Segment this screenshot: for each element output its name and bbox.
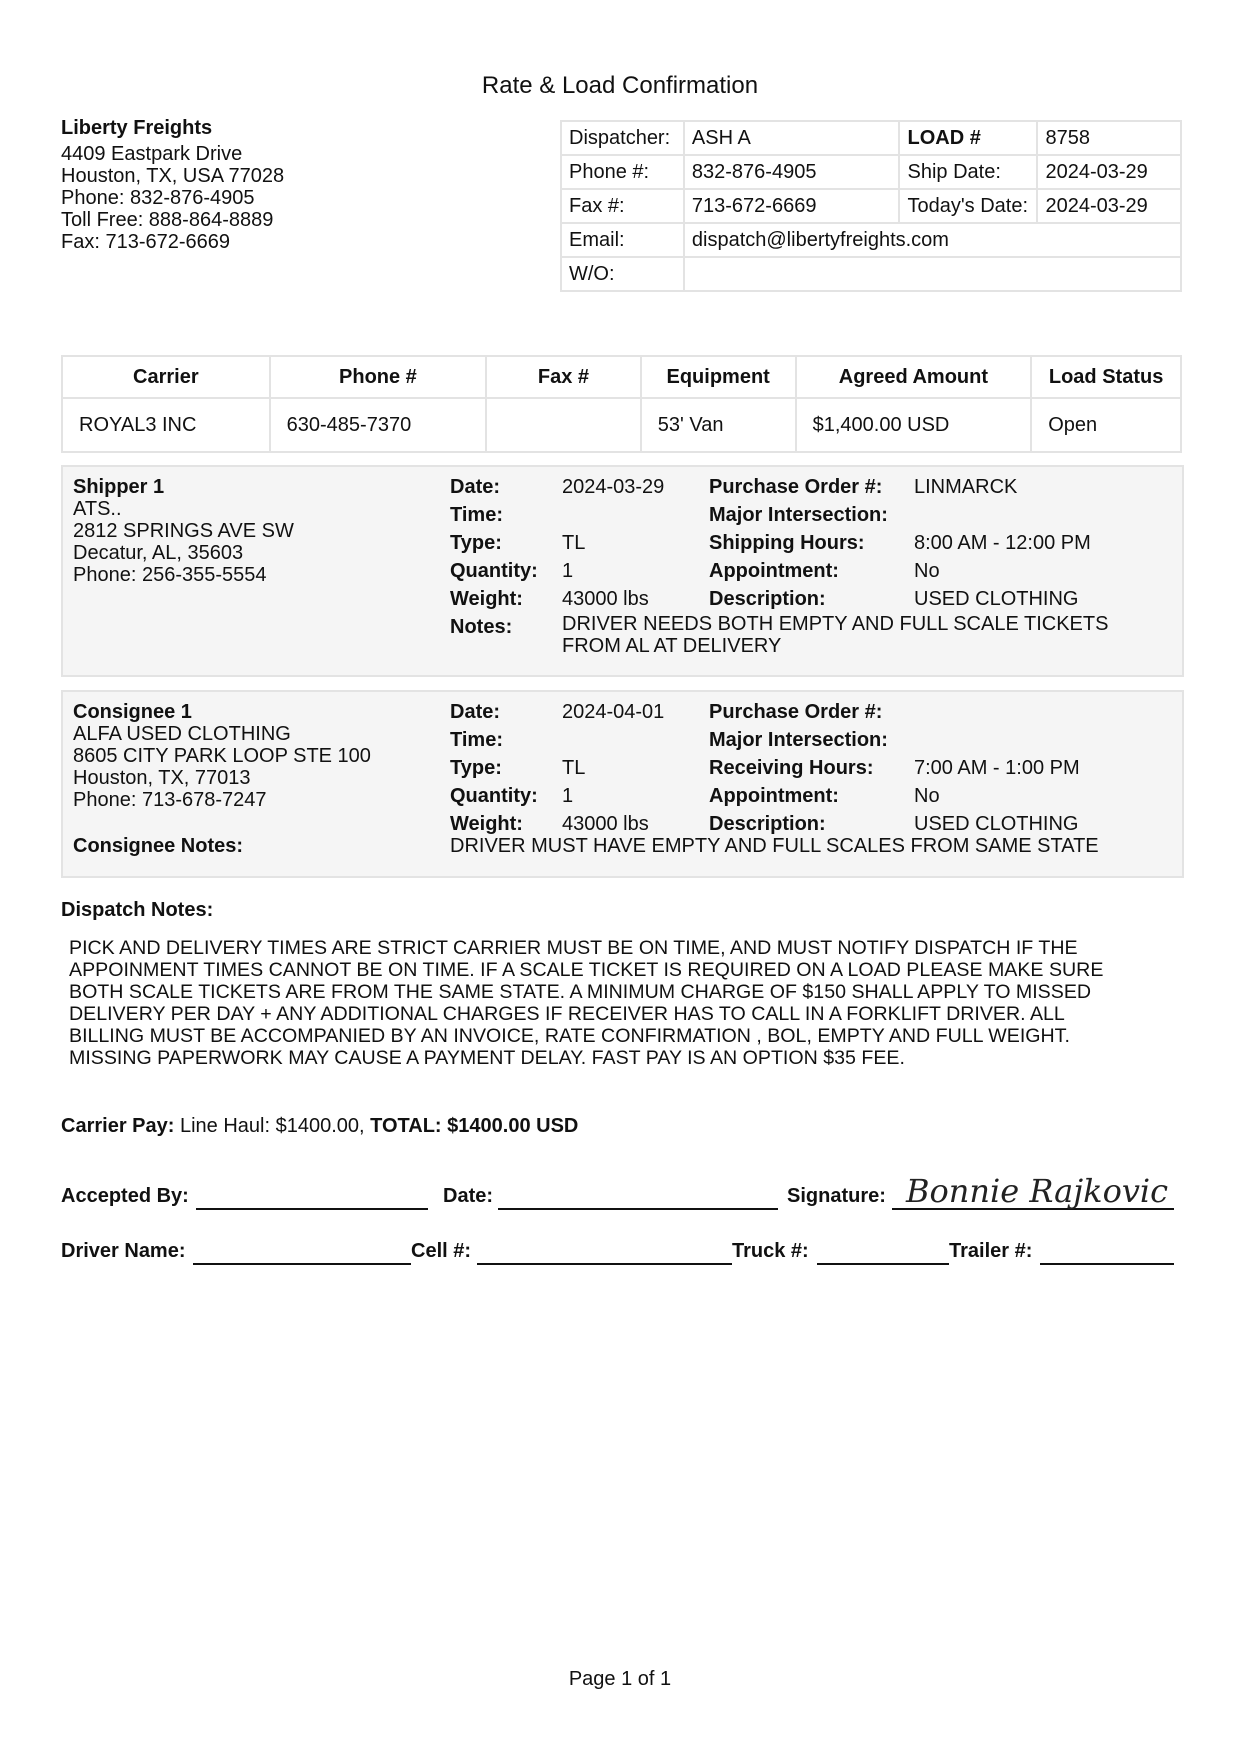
shipper-city: Decatur, AL, 35603 (73, 542, 244, 564)
page-number: Page 1 of 1 (568, 1668, 672, 1690)
dispatch-notes (69, 937, 1174, 1069)
shipper-phone: Phone: 256-355-5554 (73, 564, 267, 586)
consignee-labels-left (450, 698, 538, 838)
shipper-hours-label: Shipping Hours: (709, 532, 865, 554)
fax-value: 713-672-6669 (684, 189, 900, 223)
company-phone: Phone: 832-876-4905 (61, 187, 255, 209)
consignee-appointment: No (914, 785, 940, 807)
trailer-line[interactable] (1040, 1263, 1174, 1265)
line-haul: Line Haul: $1400.00, (179, 1115, 365, 1137)
consignee-info (73, 701, 371, 811)
shipper-hours: 8:00 AM - 12:00 PM (914, 532, 1091, 554)
todays-date-value: 2024-03-29 (1037, 189, 1181, 223)
carrier-fax (486, 398, 641, 452)
email-label: Email: (561, 223, 684, 257)
consignee-hours: 7:00 AM - 1:00 PM (914, 757, 1080, 779)
ship-date-value: 2024-03-29 (1037, 155, 1181, 189)
dispatch-notes-line: MISSING PAPERWORK MAY CAUSE A PAYMENT DELAY. FAST PAY IS AN OPTION $35 FEE. (69, 1047, 905, 1069)
shipper-weight: 43000 lbs (562, 588, 649, 610)
consignee-date-label: Date: (450, 701, 501, 723)
shipper-quantity: 1 (562, 560, 574, 582)
consignee-name: ALFA USED CLOTHING (73, 723, 291, 745)
consignee-city: Houston, TX, 77013 (73, 767, 251, 789)
date-line[interactable] (498, 1208, 778, 1210)
carrier-pay (61, 1115, 578, 1138)
shipper-name: ATS.. (73, 498, 122, 520)
consignee-description: USED CLOTHING (914, 813, 1079, 835)
signature-graphic (904, 1170, 1174, 1216)
phone-label: Phone #: (561, 155, 684, 189)
load-value: 8758 (1037, 121, 1181, 155)
ship-date-label: Ship Date: (899, 155, 1037, 189)
col-equipment: Equipment (641, 356, 796, 398)
dispatch-notes-line: BOTH SCALE TICKETS ARE FROM THE SAME STATE. A MINIMUM CHARGE OF $150 SHALL APPLY TO MISSED (69, 981, 1092, 1003)
consignee-description-label: Description: (709, 813, 826, 835)
cell-label: Cell #: (411, 1240, 472, 1262)
cell-line[interactable] (477, 1263, 732, 1265)
todays-date-label: Today's Date: (899, 189, 1037, 223)
shipper-intersection-label: Major Intersection: (709, 504, 888, 526)
consignee-time-label: Time: (450, 729, 503, 751)
col-load-status: Load Status (1031, 356, 1181, 398)
shipper-weight-label: Weight: (450, 588, 523, 610)
shipper-values-right (914, 473, 1091, 613)
accepted-by-label: Accepted By: (61, 1185, 189, 1207)
carrier-agreed-amount: $1,400.00 USD (796, 398, 1032, 452)
date-label: Date: (443, 1185, 494, 1207)
shipper-notes: DRIVER NEEDS BOTH EMPTY AND FULL SCALE TICKETS FROM AL AT DELIVERY (562, 613, 1109, 657)
shipper-po-label: Purchase Order #: (709, 476, 883, 498)
shipper-notes-label: Notes: (450, 616, 513, 638)
consignee-street: 8605 CITY PARK LOOP STE 100 (73, 745, 371, 767)
company-toll-free: Toll Free: 888-864-8889 (61, 209, 274, 231)
dispatch-notes-line: BILLING MUST BE ACCOMPANIED BY AN INVOICE, RATE CONFIRMATION , BOL, EMPTY AND FULL WEIGHT. (69, 1025, 1070, 1047)
consignee-values-left (562, 698, 664, 838)
phone-value: 832-876-4905 (684, 155, 900, 189)
consignee-po-label: Purchase Order #: (709, 701, 883, 723)
col-fax: Fax # (486, 356, 641, 398)
consignee-type: TL (562, 757, 586, 779)
shipper-date: 2024-03-29 (562, 476, 665, 498)
truck-line[interactable] (817, 1263, 949, 1265)
total-amount: TOTAL: $1400.00 USD (370, 1115, 579, 1137)
shipper-labels-left (450, 473, 538, 641)
driver-name-line[interactable] (193, 1263, 411, 1265)
col-agreed-amount: Agreed Amount (796, 356, 1032, 398)
shipper-street: 2812 SPRINGS AVE SW (73, 520, 294, 542)
consignee-heading: Consignee 1 (73, 701, 192, 723)
col-carrier: Carrier (62, 356, 270, 398)
document-title: Rate & Load Confirmation (481, 72, 759, 99)
shipper-description: USED CLOTHING (914, 588, 1079, 610)
signature-image (904, 1170, 1174, 1212)
driver-name-label: Driver Name: (61, 1240, 186, 1262)
shipper-time-label: Time: (450, 504, 503, 526)
consignee-panel (61, 690, 1184, 878)
shipper-time (562, 501, 664, 529)
shipper-quantity-label: Quantity: (450, 560, 538, 582)
company-fax: Fax: 713-672-6669 (61, 231, 231, 253)
shipper-po: LINMARCK (914, 476, 1018, 498)
shipper-info (73, 476, 294, 586)
company-address: 4409 Eastpark Drive (61, 143, 243, 165)
consignee-date: 2024-04-01 (562, 701, 665, 723)
consignee-labels-right (709, 698, 888, 838)
consignee-notes: DRIVER MUST HAVE EMPTY AND FULL SCALES FROM SAME STATE (450, 835, 1099, 857)
carrier-table (61, 355, 1182, 453)
shipper-type: TL (562, 532, 586, 554)
shipper-description-label: Description: (709, 588, 826, 610)
consignee-weight: 43000 lbs (562, 813, 649, 835)
shipper-labels-right (709, 473, 888, 613)
carrier-table-header (62, 356, 1181, 398)
consignee-type-label: Type: (450, 757, 502, 779)
col-phone: Phone # (270, 356, 487, 398)
dispatch-table (560, 120, 1182, 292)
consignee-notes-label: Consignee Notes: (73, 835, 244, 857)
dispatch-notes-label: Dispatch Notes: (61, 899, 214, 921)
consignee-phone: Phone: 713-678-7247 (73, 789, 267, 811)
consignee-weight-label: Weight: (450, 813, 523, 835)
carrier-load-status: Open (1031, 398, 1181, 452)
accepted-by-line[interactable] (196, 1208, 428, 1210)
email-value: dispatch@libertyfreights.com (684, 223, 1181, 257)
company-city: Houston, TX, USA 77028 (61, 165, 285, 187)
dispatcher-label: Dispatcher: (561, 121, 684, 155)
company-info (61, 117, 284, 253)
load-label: LOAD # (899, 121, 1037, 155)
shipper-type-label: Type: (450, 532, 502, 554)
shipper-date-label: Date: (450, 476, 501, 498)
consignee-quantity: 1 (562, 785, 574, 807)
carrier-phone: 630-485-7370 (270, 398, 487, 452)
shipper-panel (61, 465, 1184, 677)
consignee-intersection-label: Major Intersection: (709, 729, 888, 751)
consignee-values-right (914, 698, 1080, 838)
consignee-quantity-label: Quantity: (450, 785, 538, 807)
consignee-appointment-label: Appointment: (709, 785, 839, 807)
signature-name: Bonnie Rajkovic (906, 1172, 1169, 1210)
fax-label: Fax #: (561, 189, 684, 223)
shipper-heading: Shipper 1 (73, 476, 165, 498)
consignee-time (562, 726, 664, 754)
shipper-intersection (914, 501, 1091, 529)
dispatcher-value: ASH A (684, 121, 900, 155)
consignee-intersection (914, 726, 1080, 754)
shipper-values-left (562, 473, 664, 613)
shipper-appointment: No (914, 560, 940, 582)
signature-label: Signature: (787, 1185, 886, 1207)
consignee-po (914, 698, 1080, 726)
truck-label: Truck #: (732, 1240, 809, 1262)
carrier-equipment: 53' Van (641, 398, 796, 452)
dispatch-notes-line: PICK AND DELIVERY TIMES ARE STRICT CARRIER MUST BE ON TIME, AND MUST NOTIFY DISPATCH IF THE (69, 937, 1078, 959)
consignee-hours-label: Receiving Hours: (709, 757, 874, 779)
carrier-pay-label: Carrier Pay: (61, 1115, 175, 1137)
table-row (62, 398, 1181, 452)
wo-label: W/O: (561, 257, 684, 291)
carrier-name: ROYAL3 INC (62, 398, 270, 452)
dispatch-notes-line: DELIVERY PER DAY + ANY ADDITIONAL CHARGES IF RECEIVER HAS TO CALL IN A FORKLIFT DRIVER. ALL (69, 1003, 1065, 1025)
trailer-label: Trailer #: (949, 1240, 1033, 1262)
shipper-appointment-label: Appointment: (709, 560, 839, 582)
wo-value (684, 257, 1181, 291)
company-name: Liberty Freights (61, 117, 213, 139)
dispatch-notes-line: APPOINMENT TIMES CANNOT BE ON TIME. IF A SCALE TICKET IS REQUIRED ON A LOAD PLEASE MAKE SURE (69, 959, 1104, 981)
